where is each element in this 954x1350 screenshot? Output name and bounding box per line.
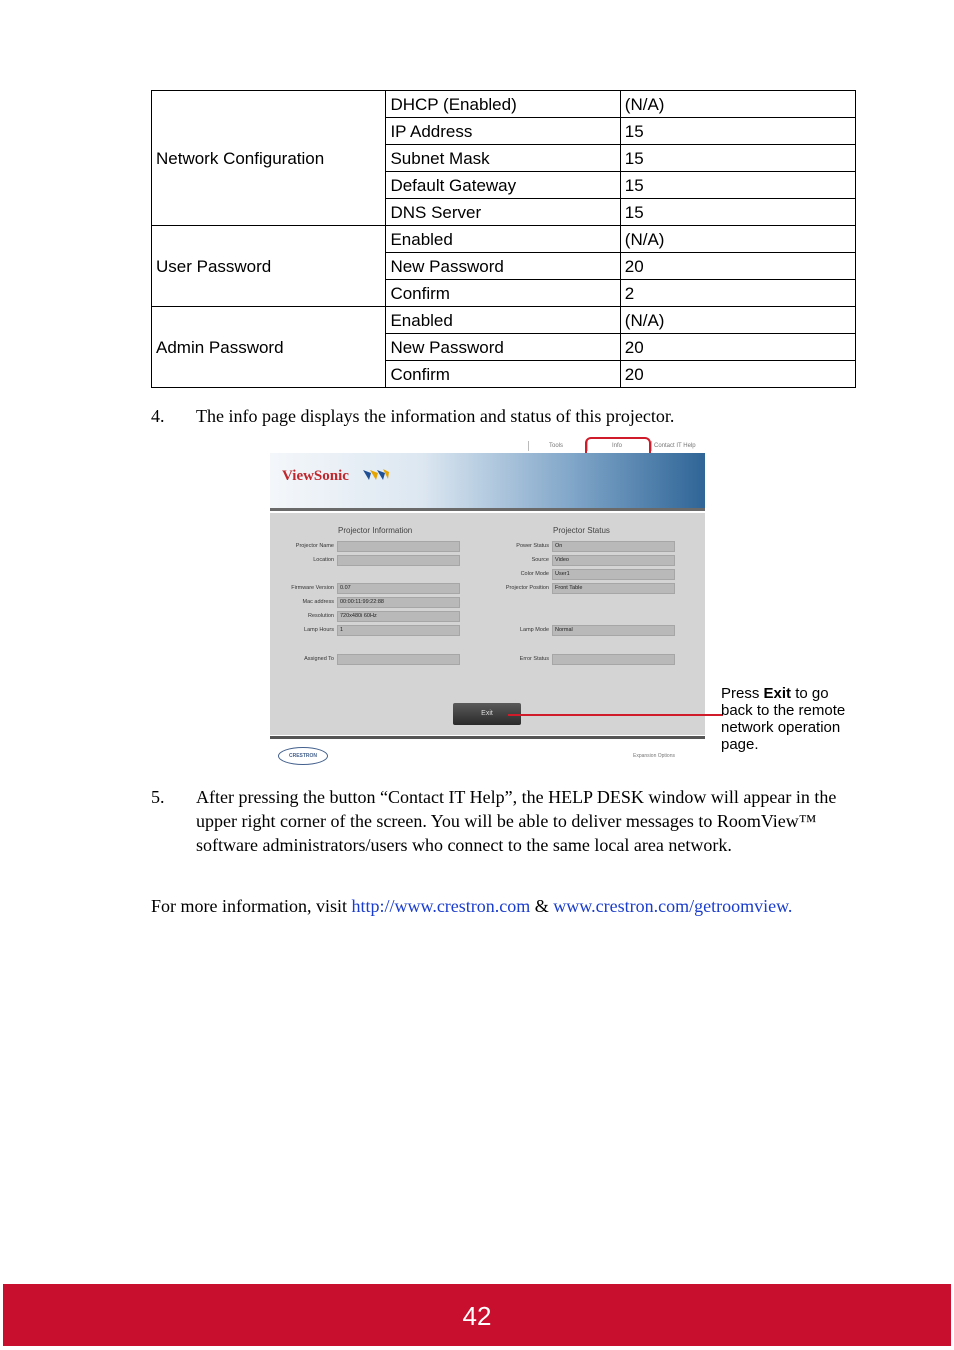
field-name: New Password: [386, 334, 620, 361]
nav-divider: [651, 441, 652, 451]
getroomview-link[interactable]: www.crestron.com/getroomview.: [553, 896, 793, 916]
field-value: (N/A): [620, 307, 855, 334]
exit-button[interactable]: Exit: [453, 703, 521, 725]
nav-divider: [528, 441, 529, 451]
assigned-to-field: [337, 654, 460, 665]
nav-contact-it-help[interactable]: Contact IT Help: [654, 443, 696, 449]
more-info-line: [151, 894, 792, 918]
field-value: 20: [620, 253, 855, 280]
location-field: [337, 555, 460, 566]
field-label: Mac address: [302, 599, 334, 605]
projector-name-field: [337, 541, 460, 552]
info-panel: [270, 513, 705, 735]
field-name: IP Address: [386, 118, 620, 145]
callout-prefix: Press: [721, 685, 764, 702]
field-label: Projector Name: [295, 543, 334, 549]
field-label: Power Status: [516, 543, 549, 549]
field-value: 2: [620, 280, 855, 307]
projector-info-title: Projector Information: [338, 526, 413, 535]
field-label: Lamp Hours: [304, 627, 334, 633]
projector-position-field: Front Table: [552, 583, 675, 594]
crestron-logo: CRESTRON: [278, 747, 328, 765]
field-value: 20: [620, 334, 855, 361]
error-status-field: [552, 654, 675, 665]
step-text: After pressing the button “Contact IT Help”, the HELP DESK window will appear in the upper right corner of the screen. You will be able to deliver messages to RoomView™ software administrators/users who connect to the same local area network.: [196, 787, 837, 855]
group-name: User Password: [152, 226, 386, 307]
nav-info[interactable]: Info: [612, 443, 623, 449]
field-label: Assigned To: [304, 656, 334, 662]
more-info-prefix: For more information, visit: [151, 896, 352, 916]
field-name: Default Gateway: [386, 172, 620, 199]
info-page-screenshot: [270, 437, 705, 769]
field-value: (N/A): [620, 226, 855, 253]
field-label: Source: [531, 557, 549, 563]
group-name: Admin Password: [152, 307, 386, 388]
field-value: 15: [620, 145, 855, 172]
color-mode-field: User1: [552, 569, 675, 580]
callout-bold: Exit: [763, 685, 792, 702]
field-label: Projector Position: [505, 585, 549, 591]
crestron-link[interactable]: http://www.crestron.com: [351, 896, 531, 916]
exit-callout: [721, 685, 861, 753]
group-name: Network Configuration: [152, 91, 386, 226]
field-name: DNS Server: [386, 199, 620, 226]
banner-divider: [270, 508, 705, 511]
field-label: Location: [313, 557, 334, 563]
field-label: Resolution: [308, 613, 334, 619]
ampersand: &: [530, 896, 554, 916]
step-number: 5.: [151, 787, 165, 807]
resolution-field: 720x480i 60Hz: [337, 611, 460, 622]
field-value: 15: [620, 118, 855, 145]
firmware-version-field: 0.07: [337, 583, 460, 594]
expansion-options-link[interactable]: Expansion Options: [633, 753, 675, 759]
callout-pointer-line: [508, 714, 723, 716]
table-row: [152, 226, 856, 253]
lamp-mode-field: Normal: [552, 625, 675, 636]
page-footer: [3, 1284, 951, 1346]
field-value: 15: [620, 199, 855, 226]
settings-table: [151, 90, 856, 388]
field-value: (N/A): [620, 91, 855, 118]
field-name: Confirm: [386, 280, 620, 307]
field-name: Subnet Mask: [386, 145, 620, 172]
power-status-field: On: [552, 541, 675, 552]
table-row: [152, 91, 856, 118]
viewsonic-birds-icon: [362, 467, 390, 483]
field-name: Enabled: [386, 226, 620, 253]
page-number: 42: [462, 1301, 492, 1331]
nav-tools[interactable]: Tools: [549, 443, 564, 449]
field-name: DHCP (Enabled): [386, 91, 620, 118]
lamp-hours-field: 1: [337, 625, 460, 636]
field-label: Color Mode: [520, 571, 549, 577]
step-number: 4.: [151, 406, 165, 426]
field-value: 20: [620, 361, 855, 388]
callout-suffix: to go back to the remote network operation page.: [721, 685, 846, 753]
field-name: Enabled: [386, 307, 620, 334]
field-label: Lamp Mode: [519, 627, 549, 633]
source-field: Video: [552, 555, 675, 566]
field-name: New Password: [386, 253, 620, 280]
projector-status-title: Projector Status: [553, 526, 610, 535]
field-label: Firmware Version: [291, 585, 334, 591]
field-name: Confirm: [386, 361, 620, 388]
field-label: Error Status: [519, 656, 549, 662]
table-row: [152, 307, 856, 334]
footer-divider: [270, 736, 705, 739]
step-text: The info page displays the information and status of this projector.: [196, 406, 675, 426]
field-value: 15: [620, 172, 855, 199]
mac-address-field: 00:00:11:99:22:88: [337, 597, 460, 608]
viewsonic-logo: ViewSonic: [282, 468, 349, 484]
